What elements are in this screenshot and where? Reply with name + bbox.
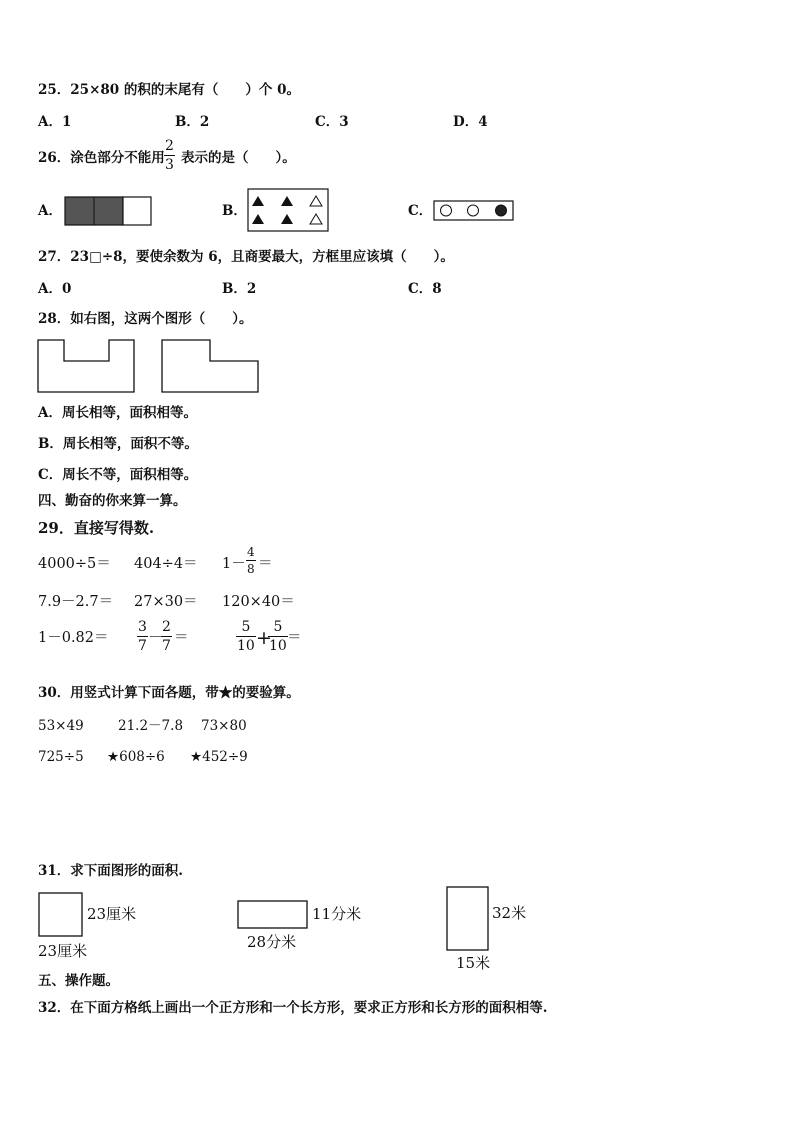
q29-item-9-num-1: 5 xyxy=(241,619,251,635)
q31-rect2-height-label: 32米 xyxy=(492,904,527,922)
q29-item-8-frac-1 xyxy=(137,620,148,653)
q26-fraction xyxy=(164,139,175,172)
q26-figure-c xyxy=(433,200,515,222)
q26-figure-a xyxy=(64,196,154,226)
q29-item-8-den-1: 7 xyxy=(138,638,147,654)
q30-item-5: ★608÷6 xyxy=(107,749,165,765)
q29-item-4: 7.9－2.7＝ xyxy=(38,594,114,610)
q25-stem: 25．25×80 的积的末尾有（ ）个 0。 xyxy=(38,82,300,98)
q31-rect1-height-label: 11分米 xyxy=(312,905,362,923)
q25-option-a[interactable]: A．1 xyxy=(38,114,72,130)
q26-frac-num: 2 xyxy=(165,138,174,154)
q26-label-c[interactable]: C． xyxy=(408,203,433,219)
q29-item-3-num: 4 xyxy=(247,545,255,559)
q26-stem-pre: 26．涂色部分不能用 xyxy=(38,150,165,166)
q29-item-3-den: 8 xyxy=(247,562,255,576)
q29-item-9-frac-1 xyxy=(236,620,256,653)
q26-label-b[interactable]: B． xyxy=(222,203,247,219)
q29-item-8-den-2: 7 xyxy=(162,638,171,654)
q27-option-c[interactable]: C．8 xyxy=(408,281,442,297)
q28-shape-2 xyxy=(161,339,261,394)
q29-item-6: 120×40＝ xyxy=(222,594,295,610)
q28-stem: 28．如右图，这两个图形（ ）。 xyxy=(38,311,253,327)
q30-item-1: 53×49 xyxy=(38,718,84,734)
q29-item-9-eq: ＝ xyxy=(287,630,302,646)
q29-item-8-num-1: 3 xyxy=(138,619,147,635)
q28-option-a[interactable]: A．周长相等，面积相等。 xyxy=(38,405,197,421)
q25-option-d[interactable]: D．4 xyxy=(453,114,488,130)
q29-item-1: 4000÷5＝ xyxy=(38,556,111,572)
q25-option-b[interactable]: B．2 xyxy=(175,114,210,130)
q27-stem: 27．23□÷8，要使余数为 6，且商要最大，方框里应该填（ ）。 xyxy=(38,249,454,265)
q26-label-a[interactable]: A． xyxy=(38,203,62,219)
q25-option-c[interactable]: C．3 xyxy=(315,114,349,130)
q29-item-9-den-1: 10 xyxy=(237,638,255,654)
section5-heading: 五、操作题。 xyxy=(38,973,119,989)
q31-rect1-width-label: 28分米 xyxy=(247,933,297,951)
q29-stem: 29．直接写得数. xyxy=(38,519,155,537)
q29-item-8-num-2: 2 xyxy=(162,619,171,635)
q29-item-5: 27×30＝ xyxy=(134,594,198,610)
q29-item-9-frac-2 xyxy=(268,620,288,653)
q29-item-9-num-2: 5 xyxy=(273,619,283,635)
q29-item-3-pre: 1－ xyxy=(222,556,246,572)
q29-item-9-plus: + xyxy=(256,627,272,649)
q26-figure-b xyxy=(247,188,329,232)
q28-option-c[interactable]: C．周长不等，面积相等。 xyxy=(38,467,198,483)
q31-square-side-label: 23厘米 xyxy=(87,905,137,923)
q29-item-8-frac-2 xyxy=(161,620,172,653)
q31-rectangle-2 xyxy=(446,886,490,952)
q31-square-bottom-label: 23厘米 xyxy=(38,942,88,960)
q30-item-2: 21.2－7.8 xyxy=(118,718,184,734)
q31-stem: 31．求下面图形的面积. xyxy=(38,863,183,879)
section4-heading: 四、勤奋的你来算一算。 xyxy=(38,493,187,509)
q29-item-3-fraction xyxy=(246,546,256,575)
q26-stem-post: 表示的是（ ）。 xyxy=(181,150,296,166)
q29-item-3-eq: ＝ xyxy=(258,556,273,572)
q30-stem: 30．用竖式计算下面各题，带★的要验算。 xyxy=(38,685,300,701)
q26-frac-den: 3 xyxy=(165,157,174,173)
q29-item-9-den-2: 10 xyxy=(269,638,287,654)
q30-item-6: ★452÷9 xyxy=(190,749,248,765)
q28-shape-1 xyxy=(37,339,137,394)
q27-option-b[interactable]: B．2 xyxy=(222,281,257,297)
q29-item-8-eq: ＝ xyxy=(174,630,189,646)
q29-item-8-minus: － xyxy=(148,630,163,646)
q32-stem: 32．在下面方格纸上画出一个正方形和一个长方形，要求正方形和长方形的面积相等. xyxy=(38,1000,548,1016)
q29-item-7: 1－0.82＝ xyxy=(38,630,109,646)
q30-item-3: 73×80 xyxy=(201,718,247,734)
q31-rect2-width-label: 15米 xyxy=(456,954,491,972)
q28-option-b[interactable]: B．周长相等，面积不等。 xyxy=(38,436,198,452)
q27-option-a[interactable]: A．0 xyxy=(38,281,72,297)
q31-rectangle-1 xyxy=(237,900,309,930)
q31-square xyxy=(38,892,84,938)
q29-item-2: 404÷4＝ xyxy=(134,556,198,572)
q30-item-4: 725÷5 xyxy=(38,749,84,765)
